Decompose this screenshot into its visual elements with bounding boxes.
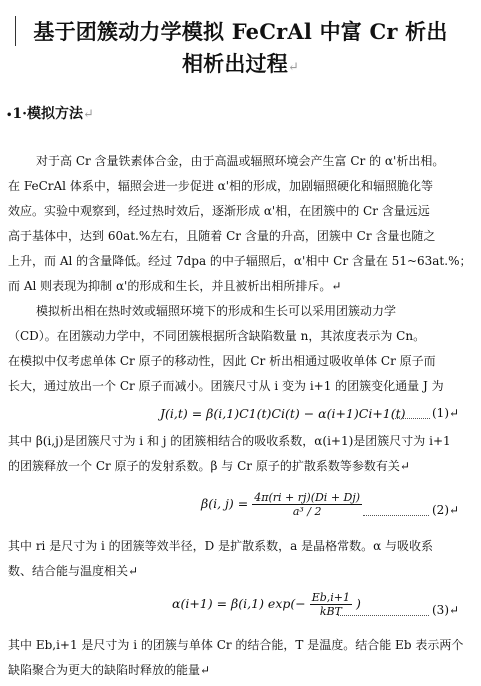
equation-leader (338, 615, 429, 616)
equation-1: J(i,t) = β(i,1)C1(t)Ci(t) − α(i+1)Ci+1(t) (160, 406, 406, 421)
body-line: 上升，而 Al 的含量降低。经过 7dpa 的中子辐照后，α'相中 Cr 含量在 51~63at.%； (8, 254, 472, 268)
body-line: （CD）。在团簇动力学中，不同团簇根据所含缺陷数量 n，其浓度表示为 Cn。 (8, 329, 426, 343)
equation-leader (363, 515, 429, 516)
body-line: 效应。实验中观察到，经过热时效后，逐渐形成 α'相，在团簇中的 Cr 含量远远 (8, 204, 430, 218)
paragraph-mark: ↵ (83, 107, 94, 122)
fraction-numerator: Eb,i+1 (311, 591, 351, 604)
body-line: 模拟析出相在热时效或辐照环境下的形成和生长可以采用团簇动力学 (36, 304, 397, 318)
paragraph-mark: ↵ (287, 60, 300, 75)
body-line: 而 Al 则表现为抑制 α'的形成和生长，并且被析出相所排斥。↵ (8, 279, 342, 293)
title-text: 相析出过程 (181, 51, 288, 76)
fraction-denominator: a³ / 2 (292, 505, 322, 518)
fraction-denominator: kBT (319, 605, 342, 618)
equation-lhs: α(i+1) = β(i,1) exp(− (172, 596, 306, 611)
equation-lhs: β(i, j) = (201, 496, 249, 511)
fraction-numerator: 4π(ri + rj)(Di + Dj) (254, 491, 361, 504)
equation-fraction (252, 491, 362, 518)
equation-number: (2)↵ (432, 503, 460, 517)
section-heading-text: 1·模拟方法 (12, 106, 84, 122)
body-line: 在 FeCrAl 体系中，辐照会进一步促进 α'相的形成，加剧辐照硬化和辐照脆化等 (8, 179, 434, 193)
body-line: 数、结合能与温度相关↵ (8, 564, 139, 578)
body-line: 其中 Eb,i+1 是尺寸为 i 的团簇与单体 Cr 的结合能，T 是温度。结合能 Eb 表示两个 (8, 638, 464, 652)
equation-number: (3)↵ (432, 603, 460, 617)
equation-number: (1)↵ (432, 406, 460, 420)
equation-rhs: ) (356, 596, 361, 611)
heading-bullet: • (6, 110, 13, 121)
body-line: 的团簇释放一个 Cr 原子的发射系数。β 与 Cr 原子的扩散系数等参数有关↵ (8, 459, 410, 473)
equation-fraction (310, 591, 352, 618)
body-line: 其中 ri 是尺寸为 i 的团簇等效半径，D 是扩散系数，a 是晶格常数。α 与吸收系 (8, 539, 433, 553)
body-line: 长大，通过放出一个 Cr 原子而减小。团簇尺寸从 i 变为 i+1 的团簇变化通量 J 为 (8, 379, 444, 393)
body-line: 其中 β(i,j)是团簇尺寸为 i 和 j 的团簇相结合的吸收系数，α(i+1)是团簇尺寸为 i+1 (8, 434, 451, 448)
document-title-line-2 (0, 48, 481, 78)
equation-2 (201, 491, 362, 518)
equation-3 (172, 591, 361, 618)
body-line: 缺陷聚合为更大的缺陷时释放的能量↵ (8, 663, 211, 677)
equation-leader (392, 418, 430, 419)
body-line: 在模拟中仅考虑单体 Cr 原子的移动性，因此 Cr 析出相通过吸收单体 Cr 原子而 (8, 354, 436, 368)
section-heading (6, 103, 94, 123)
document-title-line-1: 基于团簇动力学模拟 FeCrAl 中富 Cr 析出 (33, 19, 448, 44)
body-line: 高于基体中，达到 60at.%左右，且随着 Cr 含量的升高，团簇中 Cr 含量也随之 (8, 229, 436, 243)
body-line: 对于高 Cr 含量铁素体合金，由于高温或辐照环境会产生富 Cr 的 α'析出相。 (36, 154, 445, 168)
